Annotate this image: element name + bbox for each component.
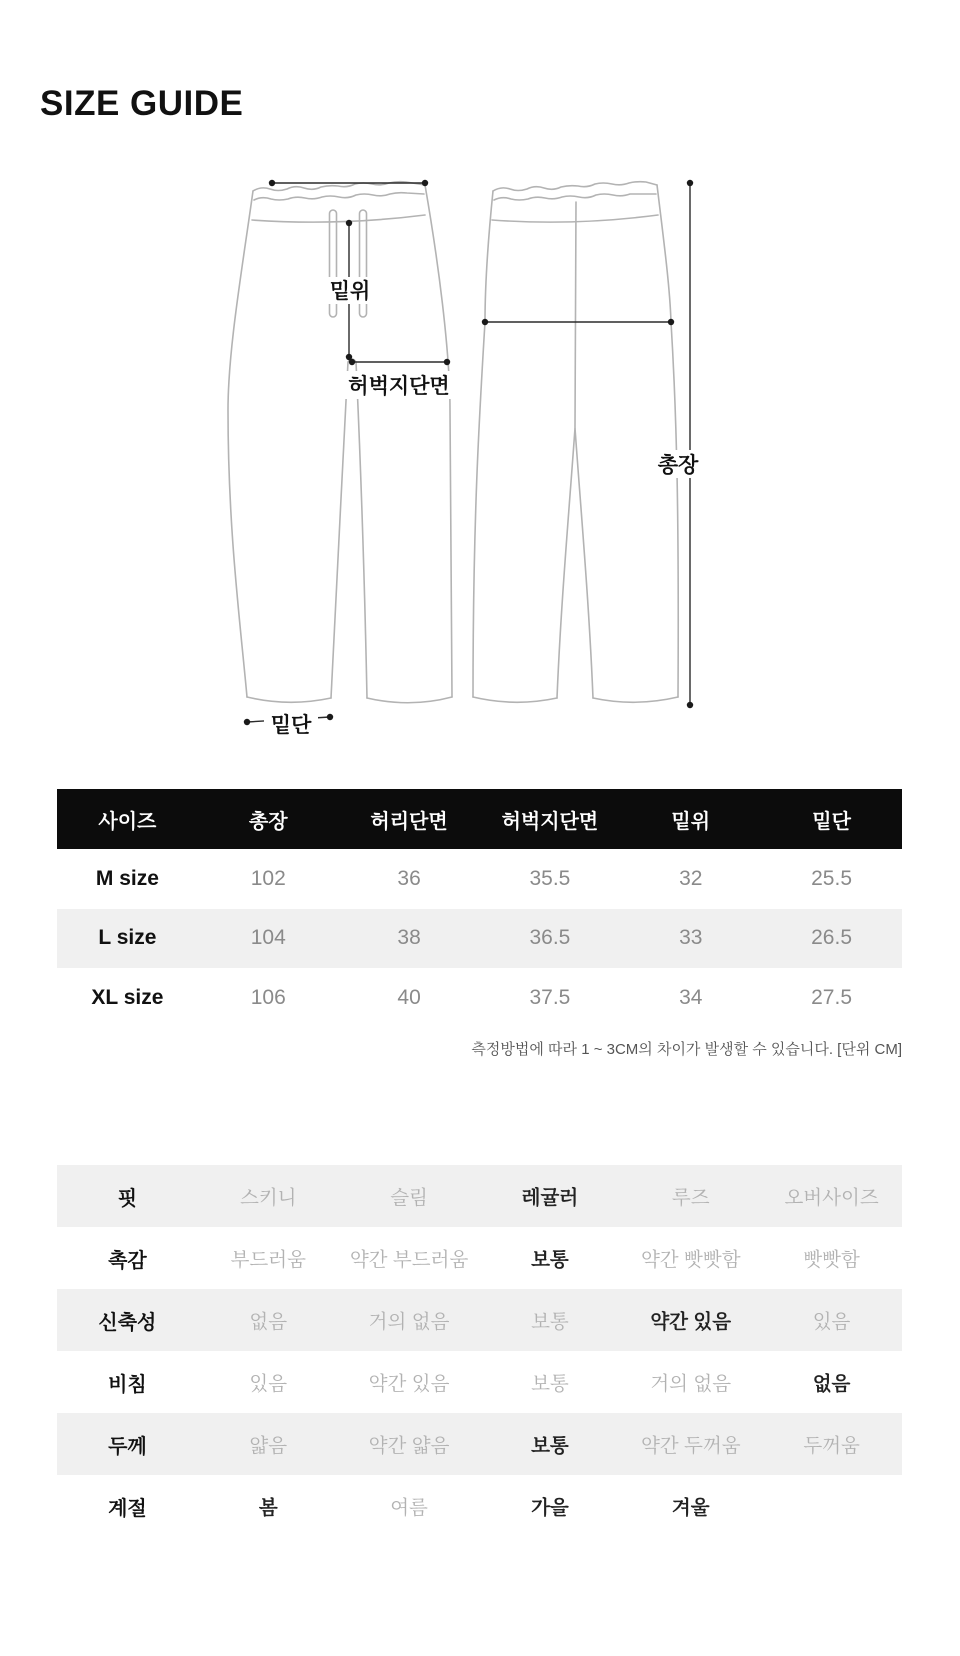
fit-table (57, 1165, 902, 1537)
size-label-cell: XL size (91, 985, 164, 1009)
fit-option: 있음 (812, 1311, 851, 1333)
fit-option: 보통 (531, 1311, 569, 1333)
fit-option-selected: 없음 (812, 1373, 851, 1395)
size-label-cell: L size (98, 926, 157, 950)
fit-table-row (57, 1289, 902, 1351)
fit-option: 얇음 (249, 1435, 288, 1457)
total-length-label: 총장 (657, 454, 699, 477)
fit-option-selected: 보통 (531, 1249, 569, 1271)
fit-option: 거의 없음 (650, 1373, 732, 1395)
fit-option: 오버사이즈 (784, 1187, 879, 1209)
size-table-header-cell: 허리단면 (370, 810, 448, 833)
size-table-header-cell: 허벅지단면 (501, 810, 599, 833)
size-value-cell: 34 (679, 985, 703, 1009)
pants-back-outline (473, 182, 678, 703)
fit-table-row (57, 1227, 902, 1289)
size-value-cell: 36 (397, 866, 421, 890)
size-value-cell: 27.5 (811, 985, 852, 1009)
fit-option: 약간 얇음 (368, 1435, 450, 1457)
fit-option: 약간 있음 (368, 1373, 450, 1395)
size-value-cell: 37.5 (529, 985, 571, 1009)
size-value-cell: 36.5 (529, 926, 571, 950)
fit-option: 없음 (249, 1311, 288, 1333)
fit-option-selected: 약간 있음 (650, 1311, 732, 1333)
fit-option: 스키니 (239, 1187, 297, 1209)
fit-option: 루즈 (671, 1187, 710, 1209)
fit-option: 약간 두꺼움 (640, 1435, 741, 1457)
fit-option: 있음 (249, 1373, 288, 1395)
hem-label: 밑단 (270, 714, 312, 737)
fit-option: 약간 부드러움 (349, 1249, 469, 1271)
fit-option: 거의 없음 (368, 1311, 450, 1333)
measurement-note: 측정방법에 따라 1 ~ 3CM의 차이가 발생할 수 있습니다. [단위 CM] (471, 1041, 902, 1058)
page-title: SIZE GUIDE (40, 84, 244, 123)
fit-option-selected: 보통 (531, 1435, 569, 1457)
measurement-lines (244, 180, 693, 725)
fit-table-row (57, 1475, 902, 1537)
fit-option-selected: 가을 (531, 1497, 569, 1519)
size-value-cell: 26.5 (811, 926, 852, 950)
fit-table-row (57, 1413, 902, 1475)
fit-option: 두꺼움 (803, 1435, 860, 1457)
size-table-header-cell: 밑위 (671, 810, 711, 833)
size-value-cell: 35.5 (529, 866, 571, 890)
size-table-header (57, 789, 902, 849)
size-table-header-cell: 밑단 (812, 810, 851, 833)
fit-option: 빳빳함 (803, 1249, 860, 1271)
fit-table-row (57, 1165, 902, 1227)
fit-option-selected: 레귤러 (521, 1187, 579, 1209)
size-value-cell: 106 (250, 985, 286, 1009)
size-label-cell: M size (95, 866, 159, 890)
fit-row-label: 두께 (108, 1435, 147, 1458)
fit-option: 여름 (390, 1497, 428, 1519)
rise-label: 밑위 (329, 280, 371, 303)
pants-front-outline (228, 182, 452, 703)
size-table-row (57, 968, 902, 1028)
size-value-cell: 38 (397, 926, 421, 950)
fit-row-label: 촉감 (108, 1249, 147, 1272)
size-value-cell: 33 (679, 926, 703, 950)
size-value-cell: 40 (397, 985, 421, 1009)
measurement-labels (264, 277, 711, 738)
size-value-cell: 102 (250, 866, 286, 890)
fit-row-label: 비침 (108, 1373, 147, 1396)
fit-row-label: 계절 (108, 1497, 147, 1520)
fit-row-label: 신축성 (98, 1311, 157, 1334)
fit-option: 부드러움 (230, 1249, 306, 1271)
fit-option: 슬림 (390, 1187, 428, 1209)
size-table-body (57, 849, 902, 1028)
pants-measurement-diagram (0, 160, 960, 745)
size-table-row (57, 909, 902, 969)
size-value-cell: 32 (679, 866, 703, 890)
fit-table-row (57, 1351, 902, 1413)
size-table-header-cell: 총장 (248, 810, 288, 833)
thigh-label: 허벅지단면 (348, 375, 450, 398)
fit-option: 보통 (531, 1373, 569, 1395)
fit-row-label: 핏 (117, 1187, 138, 1210)
fit-option: 약간 빳빳함 (640, 1249, 741, 1271)
size-table (57, 789, 902, 1028)
size-value-cell: 25.5 (811, 866, 852, 890)
fit-option-selected: 봄 (258, 1497, 278, 1519)
size-table-row (57, 849, 902, 909)
size-table-header-cell: 사이즈 (98, 810, 157, 833)
size-value-cell: 104 (250, 926, 286, 950)
fit-option-selected: 겨울 (671, 1497, 710, 1519)
